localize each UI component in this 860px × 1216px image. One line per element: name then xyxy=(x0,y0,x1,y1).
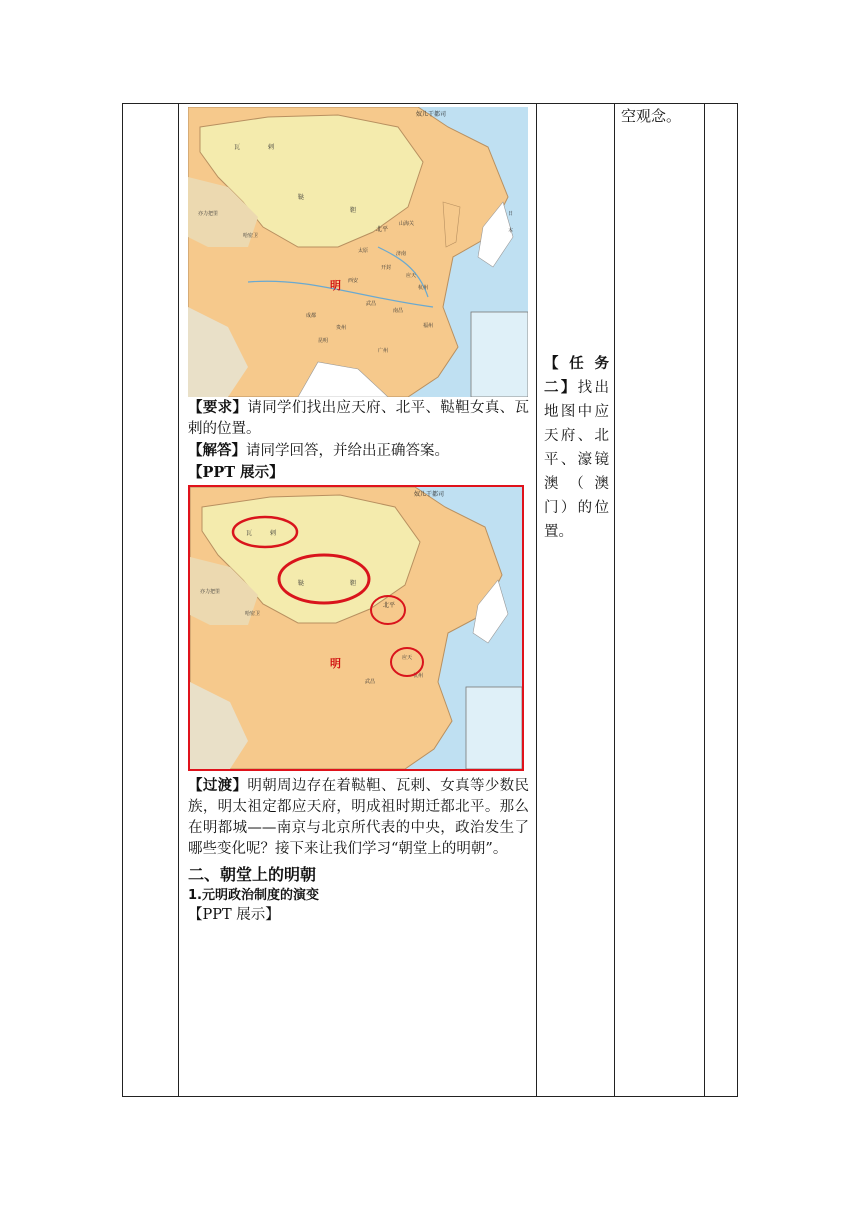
answer-paragraph xyxy=(188,440,529,462)
map-label: 靼 xyxy=(350,580,357,587)
map-label: 杭州 xyxy=(413,673,424,679)
map-label: 日 xyxy=(508,211,514,217)
column-divider xyxy=(178,104,179,1096)
transition-paragraph xyxy=(188,775,529,860)
map-label: 靼 xyxy=(350,207,357,214)
map-label: 亦力把里 xyxy=(198,211,219,217)
requirement-text: 请同学们找出应天府、北平、鞑靼女真、瓦剌的位置。 xyxy=(188,400,530,437)
map-label: 瓦 xyxy=(234,144,241,151)
map-label: 哈密卫 xyxy=(245,611,261,617)
answer-label: 【解答】 xyxy=(188,442,246,459)
map-label: 应天 xyxy=(406,273,417,279)
task-text: 找出地图中应天府、北平、濠镜澳（澳门）的位置。 xyxy=(544,380,610,540)
task-label: 【任务二】 xyxy=(544,355,609,396)
map-label: 奴儿干都司 xyxy=(414,491,445,498)
map-label: 明 xyxy=(330,279,341,292)
annotated-ming-map xyxy=(190,487,522,769)
map-label: 太原 xyxy=(358,248,369,254)
map-label: 明 xyxy=(330,657,341,670)
map-label: 成都 xyxy=(306,313,317,319)
answer-text: 请同学回答，并给出正确答案。 xyxy=(246,443,449,459)
map-label: 昆明 xyxy=(318,338,329,344)
map-label: 本 xyxy=(508,228,514,234)
map-label: 瓦 xyxy=(246,530,253,537)
map-label: 济南 xyxy=(396,251,407,257)
lesson-table xyxy=(122,103,738,1097)
map-label: 北平 xyxy=(376,226,389,233)
teaching-process-cell xyxy=(180,104,537,1096)
intent-cell xyxy=(615,104,705,1096)
annotated-map-frame xyxy=(188,485,524,771)
map-label: 奴儿干都司 xyxy=(416,111,447,118)
map-label: 鞑 xyxy=(298,580,305,587)
map-label: 杭州 xyxy=(418,285,429,291)
requirement-label: 【要求】 xyxy=(188,399,248,416)
map-label: 应天 xyxy=(402,655,413,661)
map-label: 福州 xyxy=(423,323,434,329)
subsection-title: 1.元明政治制度的演变 xyxy=(188,888,319,903)
transition-label: 【过渡】 xyxy=(188,777,248,794)
map-label: 武昌 xyxy=(365,679,376,685)
map-label: 剌 xyxy=(270,530,277,537)
transition-text: 明朝周边存在着鞑靼、瓦剌、女真等少数民族，明太祖定都应天府，明成祖时期迁都北平。那么在明都城——南京与北京所代表的中央，政治发生了哪些变化呢？接下来让我们学习“朝堂上的明朝”。 xyxy=(188,778,530,857)
ppt-show-label: 【PPT 展示】 xyxy=(188,464,284,481)
map-label: 剌 xyxy=(268,144,275,151)
task-paragraph xyxy=(544,352,609,544)
ppt-show-label-2: 【PPT 展示】 xyxy=(188,907,280,923)
intent-text: 空观念。 xyxy=(621,107,682,125)
map-label: 山海关 xyxy=(399,221,415,227)
map-label: 鞑 xyxy=(298,194,305,201)
section-title: 二、朝堂上的明朝 xyxy=(188,865,317,884)
map-label: 北平 xyxy=(383,602,396,609)
map-label: 哈密卫 xyxy=(243,233,259,239)
map-label: 西安 xyxy=(348,278,359,284)
requirement-paragraph xyxy=(188,397,529,440)
map-label: 亦力把里 xyxy=(200,589,221,595)
map-label: 贵州 xyxy=(336,325,347,331)
map-label: 开封 xyxy=(381,265,392,271)
map-label: 南昌 xyxy=(393,308,404,314)
ming-dynasty-map xyxy=(188,107,528,397)
task-cell xyxy=(537,104,615,1096)
map-label: 武昌 xyxy=(366,301,377,307)
map-label: 广州 xyxy=(378,348,389,354)
